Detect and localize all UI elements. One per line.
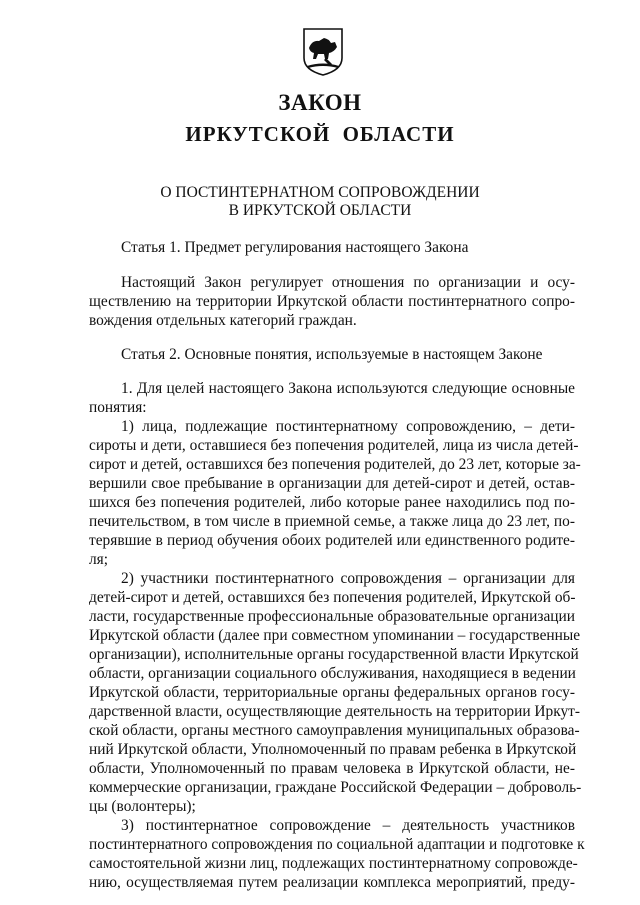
text-line: области, Уполномоченный по правам человека в Иркутской области, не- <box>89 760 575 777</box>
text-line: ской области, органы местного самоуправления муниципальных образова- <box>89 722 580 739</box>
article-2-heading: Статья 2. Основные понятия, используемые в настоящем Законе <box>121 346 543 363</box>
text-line: нию, осуществляемая путем реализации комплекса мероприятий, преду- <box>89 874 575 891</box>
text-line: 3) постинтернатное сопровождение – деятельность участников <box>121 817 575 834</box>
law-title: ЗАКОН <box>278 90 362 115</box>
text-line: области, организации социального обслуживания, находящиеся в ведении <box>89 665 576 682</box>
text-line: шихся без попечения родителей, либо которые ранее находились под по- <box>89 494 575 511</box>
article-1-heading: Статья 1. Предмет регулирования настоящего Закона <box>121 239 469 256</box>
text-line: сирот и детей, оставшихся без попечения родителей, до 23 лет, которые за- <box>89 456 581 473</box>
text-line: ний Иркутской области, Уполномоченный по правам ребенка в Иркутской <box>89 741 577 758</box>
text-line: вершили свое пребывание в организации для детей-сирот и детей, остав- <box>89 475 575 492</box>
text-line: ществлению на территории Иркутской области постинтернатного сопро- <box>89 293 575 310</box>
text-line: Иркутской области, территориальные органы федеральных органов госу- <box>89 684 575 701</box>
text-line: детей-сирот и детей, оставшихся без попечения родителей, Иркутской об- <box>89 589 576 606</box>
text-line: самостоятельной жизни лиц, подлежащих постинтернатному сопровожде- <box>89 855 578 872</box>
text-line: терявшие в период обучения обоих родителей или единственного родите- <box>89 532 575 549</box>
text-line: цы (волонтеры); <box>89 798 196 815</box>
text-line: постинтернатного сопровождения по социальной адаптации и подготовке к <box>89 836 585 853</box>
coat-of-arms-icon <box>302 28 344 76</box>
text-line: понятия: <box>89 399 147 416</box>
text-line: печительством, в том числе в приемной семье, а также лица до 23 лет, по- <box>89 513 575 530</box>
text-line: дарственной власти, осуществляющие деятельность на территории Иркут- <box>89 703 581 720</box>
text-line: Настоящий Закон регулирует отношения по организации и осу- <box>121 274 575 291</box>
law-subject-line-1: О ПОСТИНТЕРНАТНОМ СОПРОВОЖДЕНИИ <box>160 184 480 201</box>
law-subject-line-2: В ИРКУТСКОЙ ОБЛАСТИ <box>228 202 412 219</box>
text-line: 1) лица, подлежащие постинтернатному сопровождению, – дети- <box>121 418 575 435</box>
text-line: ля; <box>89 551 109 568</box>
text-line: вождения отдельных категорий граждан. <box>89 312 357 329</box>
text-line: 1. Для целей настоящего Закона используются следующие основные <box>121 380 575 397</box>
law-region-title: ИРКУТСКОЙ ОБЛАСТИ <box>185 122 455 146</box>
text-line: 2) участники постинтернатного сопровождения – организации для <box>121 570 575 587</box>
text-line: сироты и дети, оставшиеся без попечения родителей, лица из числа детей- <box>89 437 579 454</box>
text-line: ласти, государственные профессиональные образовательные организации <box>89 608 575 625</box>
text-line: Иркутской области (далее при совместном упоминании – государственные <box>89 627 581 644</box>
text-line: организации), исполнительные органы государственной власти Иркутской <box>89 646 579 663</box>
text-line: коммерческие организации, граждане Российской Федерации – доброволь- <box>89 779 582 796</box>
